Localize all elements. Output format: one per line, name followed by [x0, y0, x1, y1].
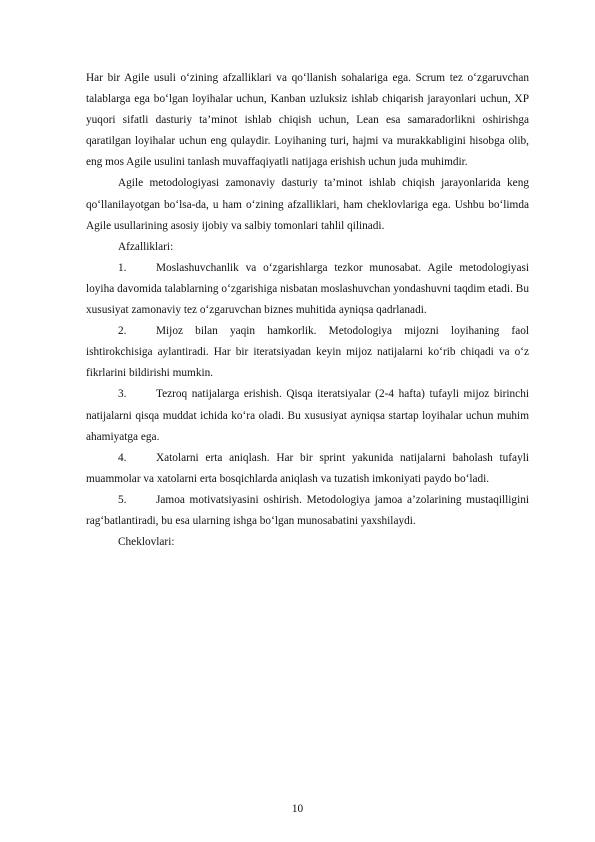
list-item-number: 4.: [118, 451, 127, 464]
paragraph-text: Har bir Agile usuli o‘zining afzalliklari va qo‘llanish sohalariga ega. Scrum tez o‘zgaruvchan talablarga ega bo‘lgan loyihalar uchun, Kanban uzluksiz ishlab chiqarish jarayonlari uchun, XP yuqori sifatli dasturiy ta’minot ishlab chiqish uchun, Lean esa samaradorlikni oshirishga qaratilgan loyihalar uchun eng qulaydir. Loyihaning turi, hajmi va murakkabligini hisobga olib, eng mos Agile usulini tanlash muvaffaqiyatli natijaga erishish uchun juda muhimdir.: [86, 72, 529, 169]
list-item: [86, 321, 529, 384]
list-item-text: Moslashuvchanlik va o‘zgarishlarga tezkor munosabat. Agile metodologiyasi loyiha davomida talablarning o‘zgarishiga nisbatan moslashuvchan yondashuvni taqdim etadi. Bu xususiyat zamonaviy tez o‘zgaruvchan biznes muhitida ayniqsa qadrlanadi.: [86, 261, 529, 317]
heading-text: Afzalliklari:: [118, 240, 174, 253]
paragraph-agile-usuli: [86, 68, 529, 173]
document-body: [86, 68, 529, 553]
list-item-number: 1.: [118, 261, 127, 274]
list-item: [86, 448, 529, 490]
list-item-text: Mijoz bilan yaqin hamkorlik. Metodologiya mijozni loyihaning faol ishtirokchisiga aylantiradi. Har bir iteratsiyadan keyin mijoz natijalarni ko‘rib chiqadi va o‘z fikrlarini bildirishi mumkin.: [86, 325, 529, 380]
list-item-number: 5.: [118, 493, 127, 506]
heading-afzalliklari: [86, 237, 529, 258]
list-item-text: Jamoa motivatsiyasini oshirish. Metodologiya jamoa a’zolarining mustaqilligini rag‘batlantiradi, bu esa ularning ishga bo‘lgan munosabatini yaxshilaydi.: [86, 493, 529, 527]
list-item: [86, 490, 529, 532]
heading-cheklovlari: [86, 532, 529, 553]
paragraph-text: Agile metodologiyasi zamonaviy dasturiy ta’minot ishlab chiqish jarayonlarida keng qo‘llanilayotgan bo‘lsa-da, u ham o‘zining afzalliklari, ham cheklovlariga ega. Ushbu bo‘limda Agile usullarining asosiy ijobiy va salbiy tomonlari tahlil qilinadi.: [86, 177, 529, 232]
list-item-number: 2.: [118, 325, 127, 338]
list-item-number: 3.: [118, 388, 127, 401]
list-item-text: Xatolarni erta aniqlash. Har bir sprint yakunida natijalarni baholash tufayli muammolar va xatolarni erta bosqichlarda aniqlash va tuzatish imkoniyati paydo bo‘ladi.: [86, 451, 529, 485]
list-item: [86, 258, 529, 321]
list-item: [86, 384, 529, 447]
list-item-text: Tezroq natijalarga erishish. Qisqa iteratsiyalar (2-4 hafta) tufayli mijoz birinchi natijalarni qisqa muddat ichida ko‘ra oladi. Bu xususiyat ayniqsa startap loyihalar uchun muhim ahamiyatga ega.: [86, 388, 529, 443]
page-number: 10: [291, 803, 304, 815]
heading-text: Cheklovlari:: [118, 536, 175, 549]
paragraph-agile-metodologiyasi: [86, 173, 529, 236]
